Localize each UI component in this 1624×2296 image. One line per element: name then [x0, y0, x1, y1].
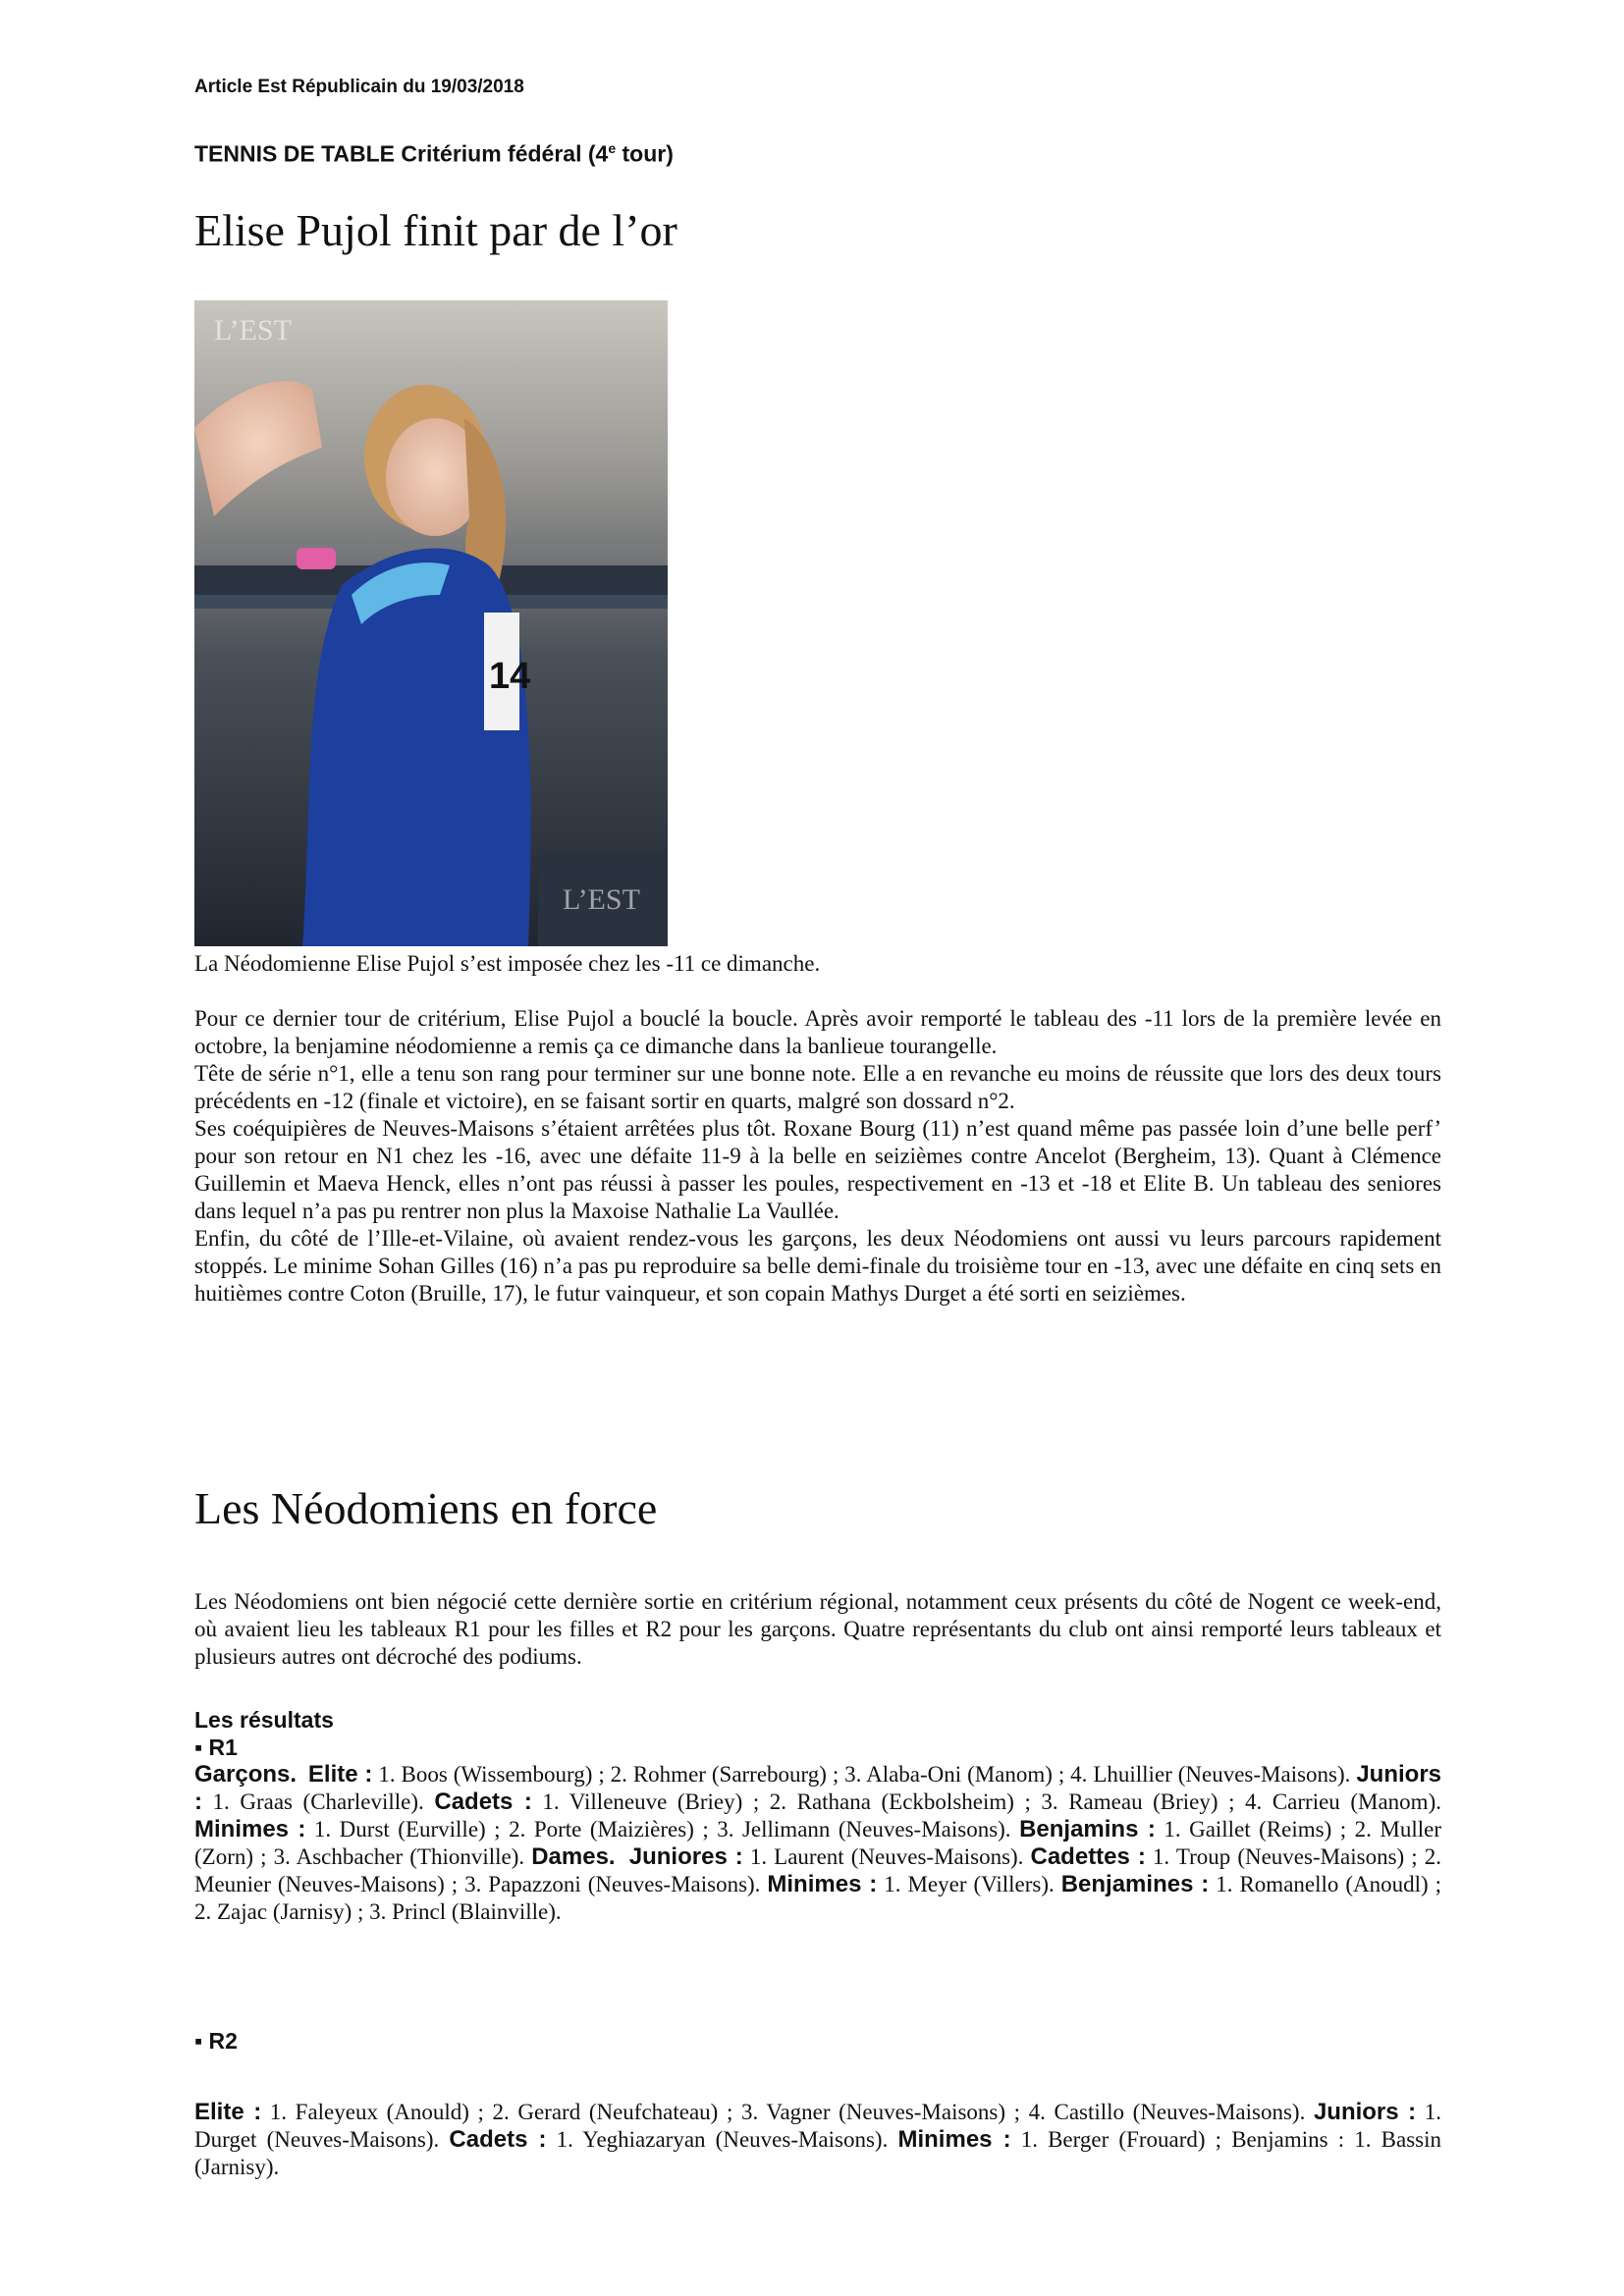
results-r1-label: ▪ R1 — [194, 1735, 238, 1760]
photo-bib-number: 14 — [489, 656, 531, 697]
photo-watermark-bottom: L’EST — [563, 883, 640, 916]
article-source: Article Est Républicain du 19/03/2018 — [194, 77, 524, 97]
results-r2-text: Elite : 1. Faleyeux (Anould) ; 2. Gerard (Neufchateau) ; 3. Vagner (Neuves-Maisons) ; 4. Castillo (Neuves-Maisons). Juniors : 1. Durget (Neuves-Maisons). Cadets : 1. Yeghiazaryan (Neuves-Maisons). Minimes : 1. Berger (Frouard) ; Benjamins : 1. Bassin (Jarnisy). — [194, 2099, 1441, 2179]
article-title: Elise Pujol finit par de l’or — [194, 205, 677, 255]
article-paragraph: Ses coéquipières de Neuves-Maisons s’étaient arrêtées plus tôt. Roxane Bourg (11) n’est quand même pas passée loin d’une belle perf’ pour son retour en N1 chez les -16, avec une défaite 11-9 à la belle en seizièmes contre Ancelot (Bergheim, 13). Quant à Clémence Guillemin et Maeva Henck, elles n’ont pas réussi à passer les poules, respectivement en -13 et -18 et Elite B. Un tableau des seniores dans lequel n’a pas pu rentrer non plus la Maxoise Nathalie La Vaullée. — [194, 1116, 1441, 1223]
photo-caption: La Néodomienne Elise Pujol s’est imposée chez les -11 ce dimanche. — [194, 951, 821, 976]
results-r2-label: ▪ R2 — [194, 2028, 238, 2054]
article-body — [194, 1005, 1441, 1308]
photo-watermark-top: L’EST — [214, 314, 292, 347]
article-photo — [194, 300, 668, 946]
article-paragraph: Tête de série n°1, elle a tenu son rang pour terminer sur une bonne note. Elle a en revanche eu moins de réussite que lors des deux tours précédents en -12 (finale et victoire), en se faisant sortir en quarts, malgré son dossard n°2. — [194, 1061, 1441, 1113]
article-paragraph: Pour ce dernier tour de critérium, Elise Pujol a bouclé la boucle. Après avoir remporté le tableau des -11 lors de la première levée en octobre, la benjamine néodomienne a remis ça ce dimanche dans la banlieue tourangelle. — [194, 1006, 1441, 1058]
article-paragraph: Enfin, du côté de l’Ille-et-Vilaine, où avaient rendez-vous les garçons, les deux Néodomiens ont aussi vu leurs parcours rapidement stoppés. Le minime Sohan Gilles (16) n’a pas pu reproduire sa belle demi-finale du troisième tour en -13, avec une défaite en cinq sets en huitièmes contre Coton (Bruille, 17), le futur vainqueur, et son copain Mathys Durget a été sorti en seizièmes. — [194, 1226, 1441, 1306]
results-section — [194, 1706, 1441, 1926]
results-title: Les résultats — [194, 1707, 334, 1733]
results-r1-text: Garçons. Elite : 1. Boos (Wissembourg) ; 2. Rohmer (Sarrebourg) ; 3. Alaba-Oni (Manom) ; 4. Lhuillier (Neuves-Maisons). Juniors : 1. Graas (Charleville). Cadets : 1. Villeneuve (Briey) ; 2. Rathana (Eckbolsheim) ; 3. Rameau (Briey) ; 4. Carrieu (Manom). Minimes : 1. Durst (Eurville) ; 2. Porte (Maizières) ; 3. Jellimann (Neuves-Maisons). Benjamins : 1. Gaillet (Reims) ; 2. Muller (Zorn) ; 3. Aschbacher (Thionville). Dames. Juniores : 1. Laurent (Neuves-Maisons). Cadettes : 1. Troup (Neuves-Maisons) ; 2. Meunier (Neuves-Maisons) ; 3. Papazzoni (Neuves-Maisons). Minimes : 1. Meyer (Villers). Benjamines : 1. Romanello (Anoudl) ; 2. Zajac (Jarnisy) ; 3. Princl (Blainville). — [194, 1761, 1442, 1924]
article2-body — [194, 1588, 1441, 1671]
article2-title: Les Néodomiens en force — [194, 1483, 658, 1533]
article2-paragraph: Les Néodomiens ont bien négocié cette dernière sortie en critérium régional, notamment ceux présents du côté de Nogent ce week-end, où avaient lieu les tableaux R1 pour les filles et R2 pour les garçons. Quatre représentants du club ont ainsi remporté leurs tableaux et plusieurs autres ont décroché des podiums. — [194, 1589, 1441, 1669]
article-kicker: TENNIS DE TABLE Critérium fédéral (4e tour) — [194, 140, 674, 167]
